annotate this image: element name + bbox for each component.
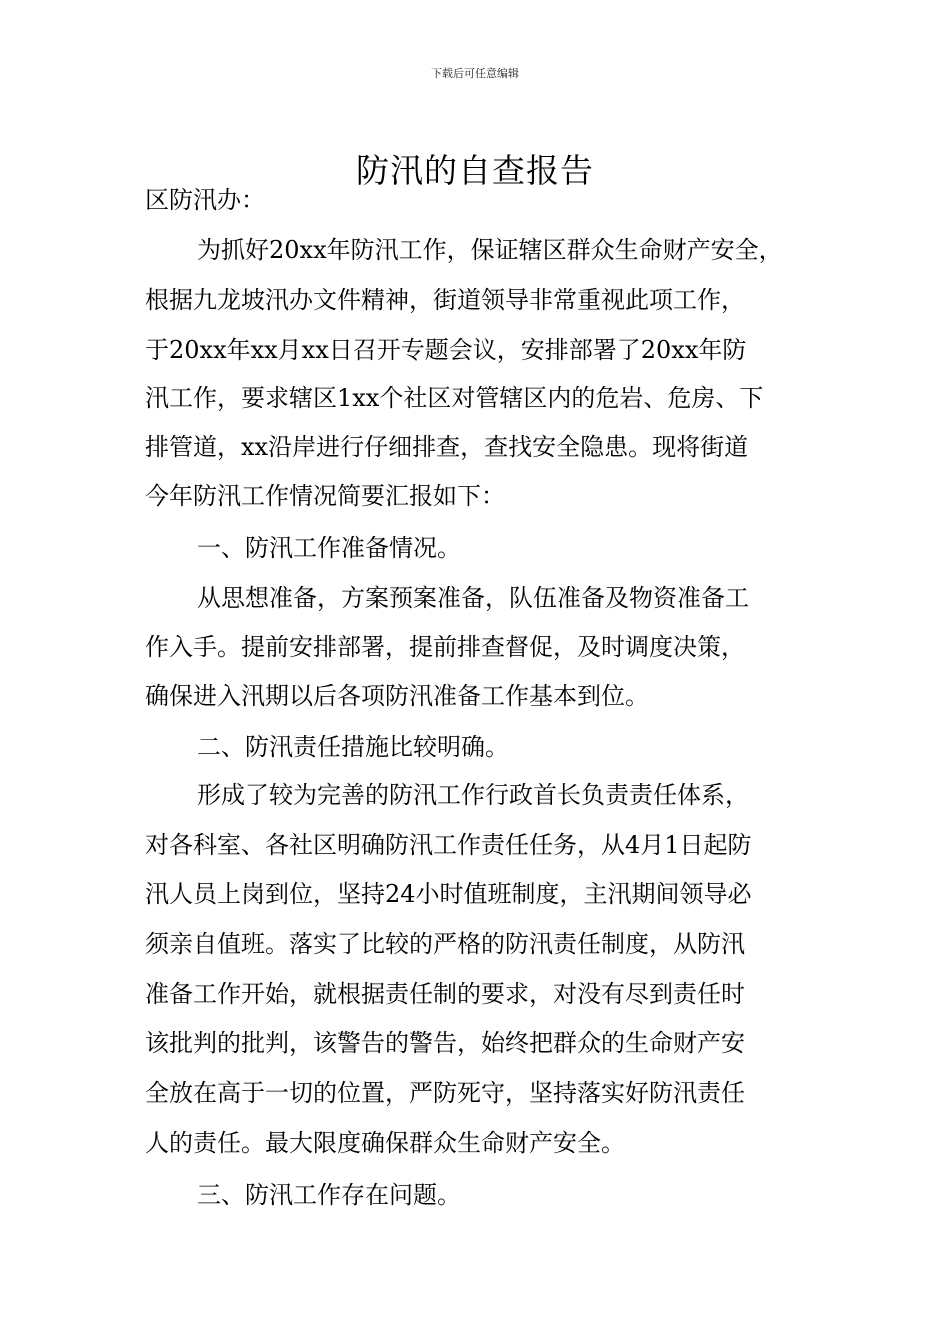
salutation: 区防汛办： [145,186,265,214]
body-line: 全放在高于一切的位置，严防死守，坚持落实好防汛责任 [145,1079,745,1107]
body-line: 对各科室、各社区明确防汛工作责任任务，从4月1日起防 [145,831,752,859]
body-line: 排管道，xx沿岸进行仔细排查，查找安全隐患。现将街道 [145,433,749,461]
body-line: 汛工作，要求辖区1xx个社区对管辖区内的危岩、危房、下 [145,384,764,412]
body-line: 于20xx年xx月xx日召开专题会议，安排部署了20xx年防 [145,336,747,364]
section-heading: 一、防汛工作准备情况。 [197,534,461,562]
header-note: 下载后可任意编辑 [431,67,519,80]
body-line: 为抓好20xx年防汛工作，保证辖区群众生命财产安全， [197,236,783,264]
body-line: 从思想准备，方案预案准备，队伍准备及物资准备工 [197,584,749,612]
body-line: 汛人员上岗到位，坚持24小时值班制度，主汛期间领导必 [145,880,752,908]
body-line: 今年防汛工作情况简要汇报如下： [145,482,505,510]
body-line: 根据九龙坡汛办文件精神，街道领导非常重视此项工作， [145,286,745,314]
body-line: 须亲自值班。落实了比较的严格的防汛责任制度，从防汛 [145,930,745,958]
body-line: 人的责任。最大限度确保群众生命财产安全。 [145,1129,625,1157]
section-heading: 三、防汛工作存在问题。 [197,1181,461,1209]
body-line: 准备工作开始，就根据责任制的要求，对没有尽到责任时 [145,980,745,1008]
body-line: 该批判的批判，该警告的警告，始终把群众的生命财产安 [145,1029,745,1057]
document-title: 防汛的自查报告 [356,151,594,191]
body-line: 作入手。提前安排部署，提前排查督促，及时调度决策， [145,633,745,661]
section-heading: 二、防汛责任措施比较明确。 [197,733,509,761]
body-line: 确保进入汛期以后各项防汛准备工作基本到位。 [145,682,649,710]
body-line: 形成了较为完善的防汛工作行政首长负责责任体系， [197,781,749,809]
